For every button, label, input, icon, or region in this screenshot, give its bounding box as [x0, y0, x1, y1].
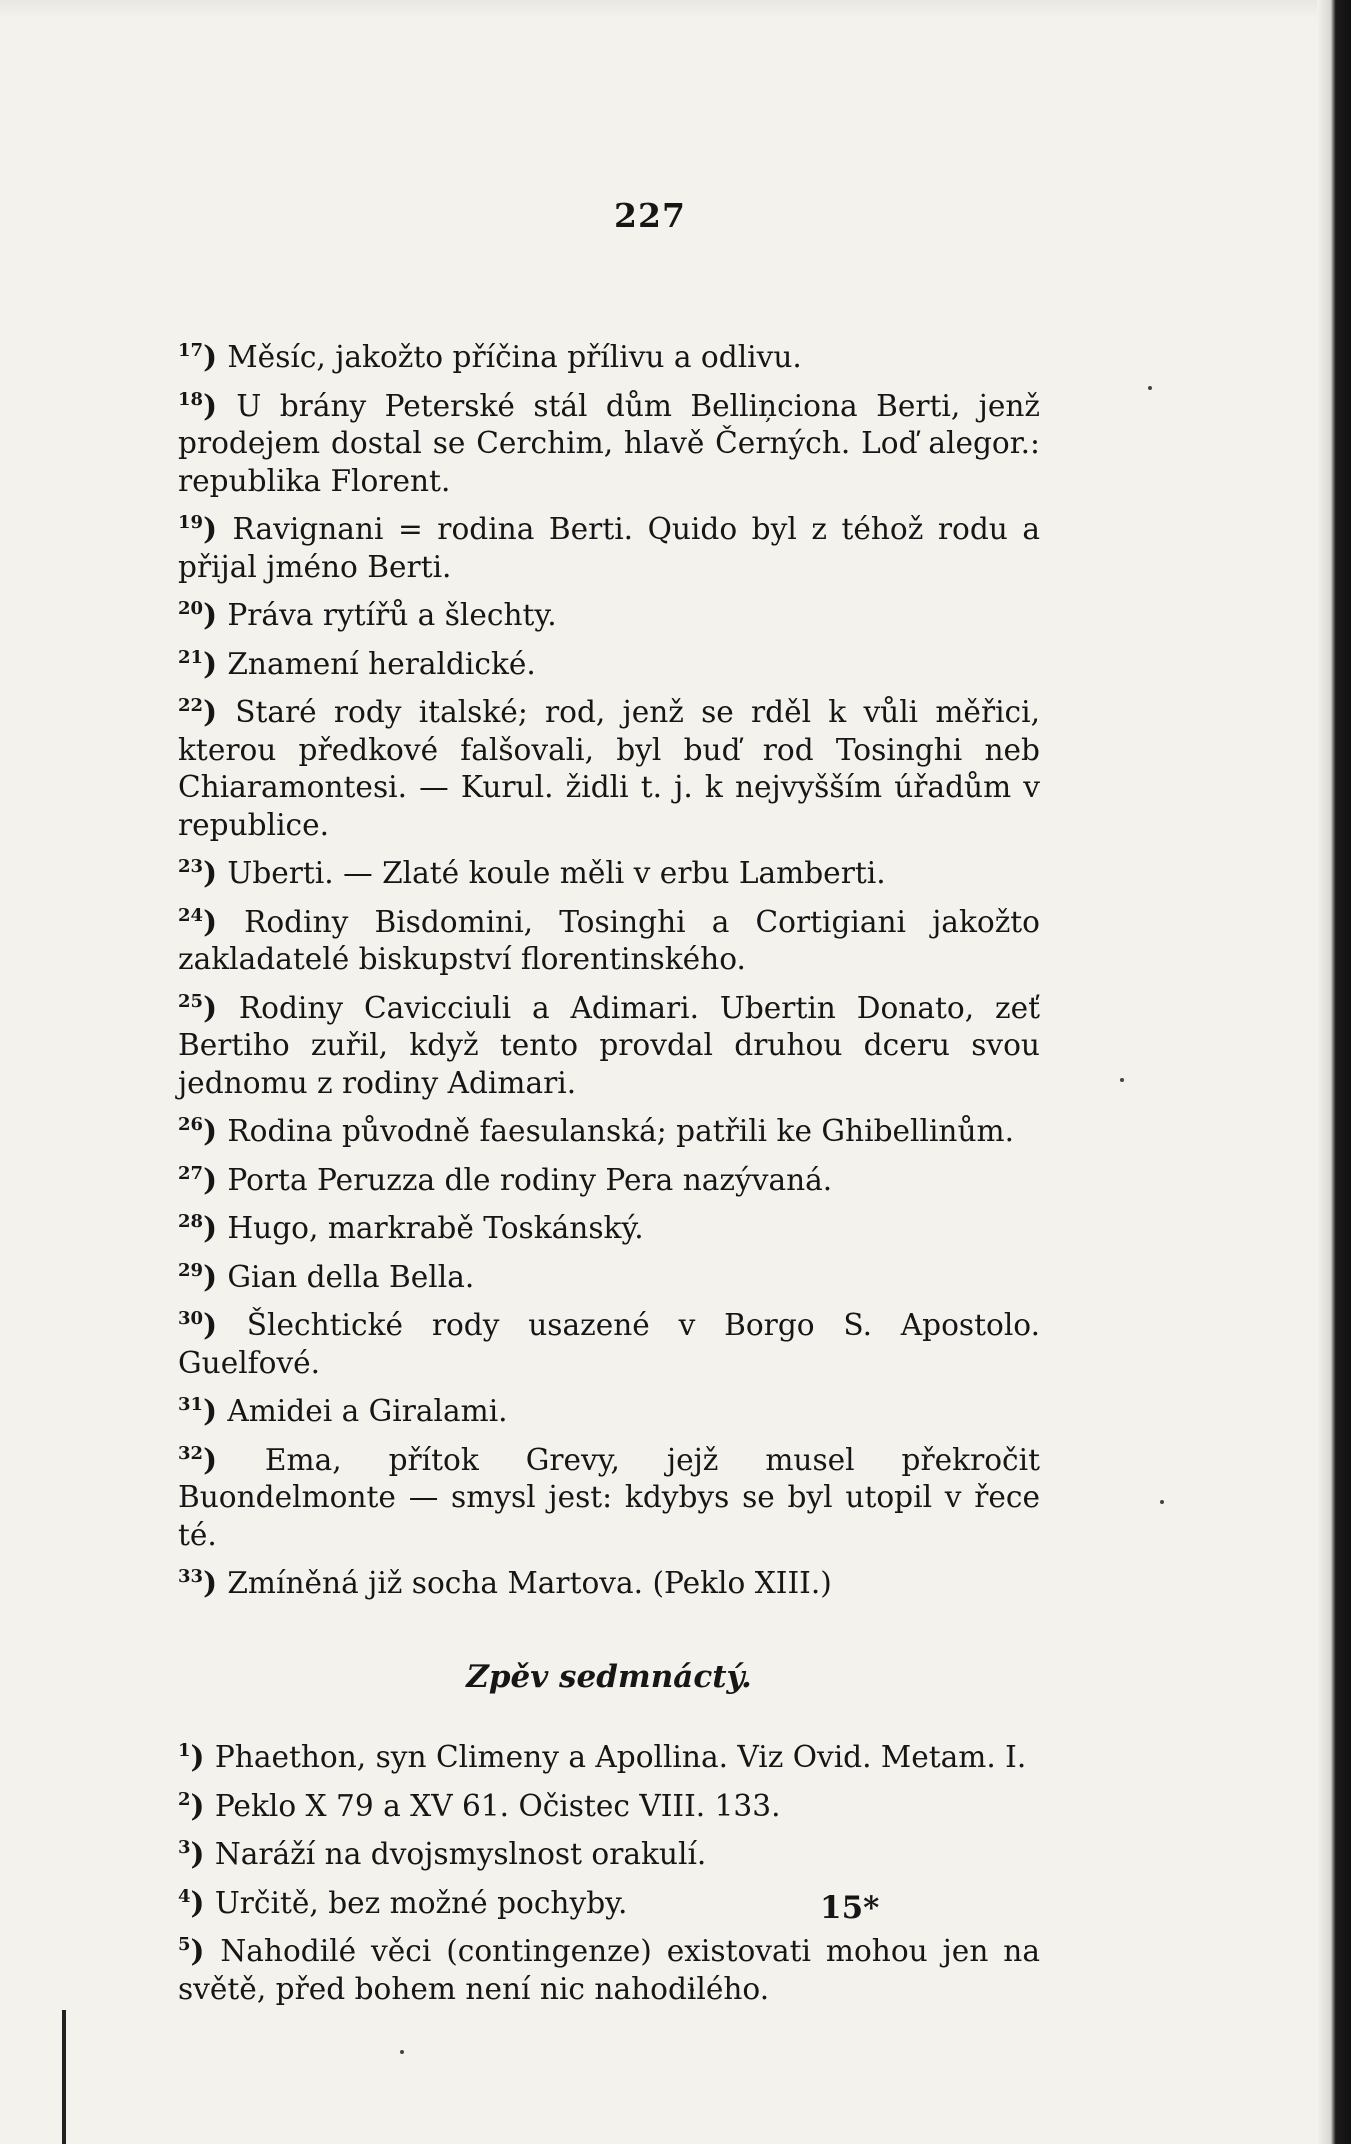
footnote	[178, 687, 1040, 844]
footnote	[178, 639, 1040, 684]
notes-canto-16	[178, 332, 1040, 1603]
footnote	[178, 1252, 1040, 1297]
footnote-paren: )	[203, 1161, 228, 1197]
footnote-text: Zmíněná již socha Martova. (Peklo XIII.)	[227, 1566, 832, 1600]
footnote-paren: )	[203, 903, 245, 939]
footnote-paren: )	[203, 339, 228, 374]
footnote	[178, 1878, 1040, 1923]
footnote-text: Staré rody italské; rod, jenž se rděl k vůli měřici, kterou předkové falšovali, byl buď rod Tosinghi neb Chiaramontesi. — Kurul. židli t. j. k nejvyšším úřadům v republice.	[178, 695, 1040, 842]
footnote-text: Ema, přítok Grevy, jejž musel překročit Buondelmonte — smysl jest: kdybys se byl utopil v řece té.	[178, 1442, 1040, 1552]
footnote	[178, 1829, 1040, 1874]
footnote-number: 29	[178, 1259, 204, 1281]
footnote-paren: )	[203, 1307, 247, 1342]
footnote-paren: )	[203, 1210, 228, 1245]
footnote	[178, 1203, 1040, 1248]
footnote-number: 18	[178, 388, 204, 410]
footnote-number: 27	[178, 1162, 204, 1184]
footnote-text: U brány Peterské stál dům Belliņciona Berti, jenž prodejem dostal se Cerchim, hlavě Černých. Loď alegor.: republika Florent.	[178, 388, 1040, 498]
footnote-text: Rodiny Cavicciuli a Adimari. Ubertin Donato, zeť Bertiho zuřil, když tento provdal druhou dceru svou jednomu z rodiny Adimari.	[178, 990, 1040, 1100]
footnote-number: 30	[178, 1308, 204, 1329]
footnote-text: Porta Peruzza dle rodiny Pera nazývaná.	[227, 1162, 833, 1197]
footnote-paren: )	[203, 1441, 265, 1477]
scan-artifact-rule	[62, 2010, 66, 2144]
page-top-edge	[0, 0, 1351, 18]
footnote-text: Šlechtické rody usazené v Borgo S. Apostolo. Guelfové.	[178, 1308, 1040, 1380]
footnote-text: Rodiny Bisdomini, Tosinghi a Cortigiani jakožto zakladatelé biskupství florentinského.	[178, 904, 1040, 976]
footnote	[178, 1781, 1040, 1826]
footnote-number: 1	[178, 1740, 191, 1761]
footnote-number: 4	[178, 1885, 191, 1907]
footnote-number: 28	[178, 1211, 204, 1232]
footnote	[178, 504, 1040, 586]
footnote-paren: )	[203, 387, 237, 423]
footnote-text: Rodina původně faesulanská; patřili ke Ghibellinům.	[227, 1114, 1015, 1148]
footnote-number: 31	[178, 1394, 204, 1415]
footnote	[178, 1435, 1040, 1555]
footnote-paren: )	[190, 1933, 221, 1968]
footnote-text: Znamení heraldické.	[227, 646, 536, 681]
footnote-text: Phaethon, syn Climeny a Apollina. Viz Ovid. Metam. I.	[214, 1740, 1027, 1774]
footnote-number: 25	[178, 990, 204, 1012]
page-number: 227	[614, 196, 686, 235]
footnote-number: 21	[178, 646, 204, 668]
footnote-paren: )	[203, 645, 228, 681]
page-binding-shadow	[1317, 0, 1351, 2144]
footnote	[178, 1926, 1040, 2008]
footnote-paren: )	[203, 1565, 228, 1600]
footnote-number: 26	[178, 1114, 204, 1135]
footnote-text: Uberti. — Zlaté koule měli v erbu Lamberti.	[227, 856, 886, 890]
speck	[1148, 386, 1152, 390]
footnote-number: 23	[178, 856, 204, 877]
speck	[400, 2050, 404, 2054]
footnote-paren: )	[203, 511, 233, 546]
footnote-number: 2	[178, 1788, 191, 1810]
footnote-number: 32	[178, 1442, 204, 1464]
footnote-paren: )	[203, 989, 239, 1025]
footnote-paren: )	[203, 694, 236, 729]
footnote-number: 33	[178, 1566, 204, 1587]
footnote-paren: )	[203, 855, 228, 890]
footnote-text: Měsíc, jakožto příčina přílivu a odlivu.	[227, 340, 802, 374]
footnote-paren: )	[203, 1113, 228, 1148]
footnote-paren: )	[203, 597, 228, 632]
footnote-number: 20	[178, 598, 204, 619]
footnote-text: Ravignani = rodina Berti. Quido byl z téhož rodu a přijal jméno Berti.	[178, 512, 1041, 584]
footnote	[178, 1386, 1040, 1431]
footnote	[178, 1732, 1040, 1777]
footnote	[178, 1106, 1040, 1151]
footnote-text: Peklo X 79 a XV 61. Očistec VIII. 133.	[214, 1788, 781, 1823]
footnote-paren: )	[190, 1884, 215, 1920]
footnote-text: Naráží na dvojsmyslnost orakulí.	[214, 1837, 707, 1871]
footnote-text: Gian della Bella.	[227, 1259, 475, 1294]
notes-canto-17	[178, 1732, 1040, 2008]
footnote-number: 17	[178, 340, 204, 361]
speck	[1160, 1500, 1164, 1504]
footnote	[178, 332, 1040, 377]
footnote	[178, 1300, 1040, 1382]
footnote	[178, 848, 1040, 893]
footnote-text: Amidei a Giralami.	[227, 1394, 508, 1428]
footnote-number: 3	[178, 1837, 191, 1858]
signature-mark: 15*	[820, 1890, 880, 1926]
footnotes-body	[178, 332, 1040, 2012]
footnote-number: 5	[178, 1934, 191, 1955]
footnote-paren: )	[203, 1258, 228, 1294]
footnote-paren: )	[190, 1836, 215, 1871]
footnote	[178, 983, 1040, 1103]
speck	[1120, 1078, 1124, 1082]
footnote-number: 24	[178, 904, 204, 926]
footnote-text: Hugo, markrabě Toskánský.	[227, 1211, 644, 1245]
footnote	[178, 1155, 1040, 1200]
footnote-paren: )	[190, 1787, 215, 1823]
footnote-number: 19	[178, 512, 204, 533]
footnote-number: 22	[178, 695, 204, 716]
footnote	[178, 381, 1040, 501]
footnote	[178, 1558, 1040, 1603]
footnote	[178, 897, 1040, 979]
section-heading: Zpěv sedmnáctý.	[466, 1658, 752, 1695]
footnote-paren: )	[190, 1739, 215, 1774]
footnote-paren: )	[203, 1393, 228, 1428]
footnote-text: Určitě, bez možné pochyby.	[214, 1885, 628, 1920]
footnote-text: Nahodilé věci (contingenze) existovati mohou jen na světě, před bohem není nic nahodilého.	[178, 1934, 1040, 2006]
footnote	[178, 590, 1040, 635]
footnote-text: Práva rytířů a šlechty.	[227, 598, 557, 632]
